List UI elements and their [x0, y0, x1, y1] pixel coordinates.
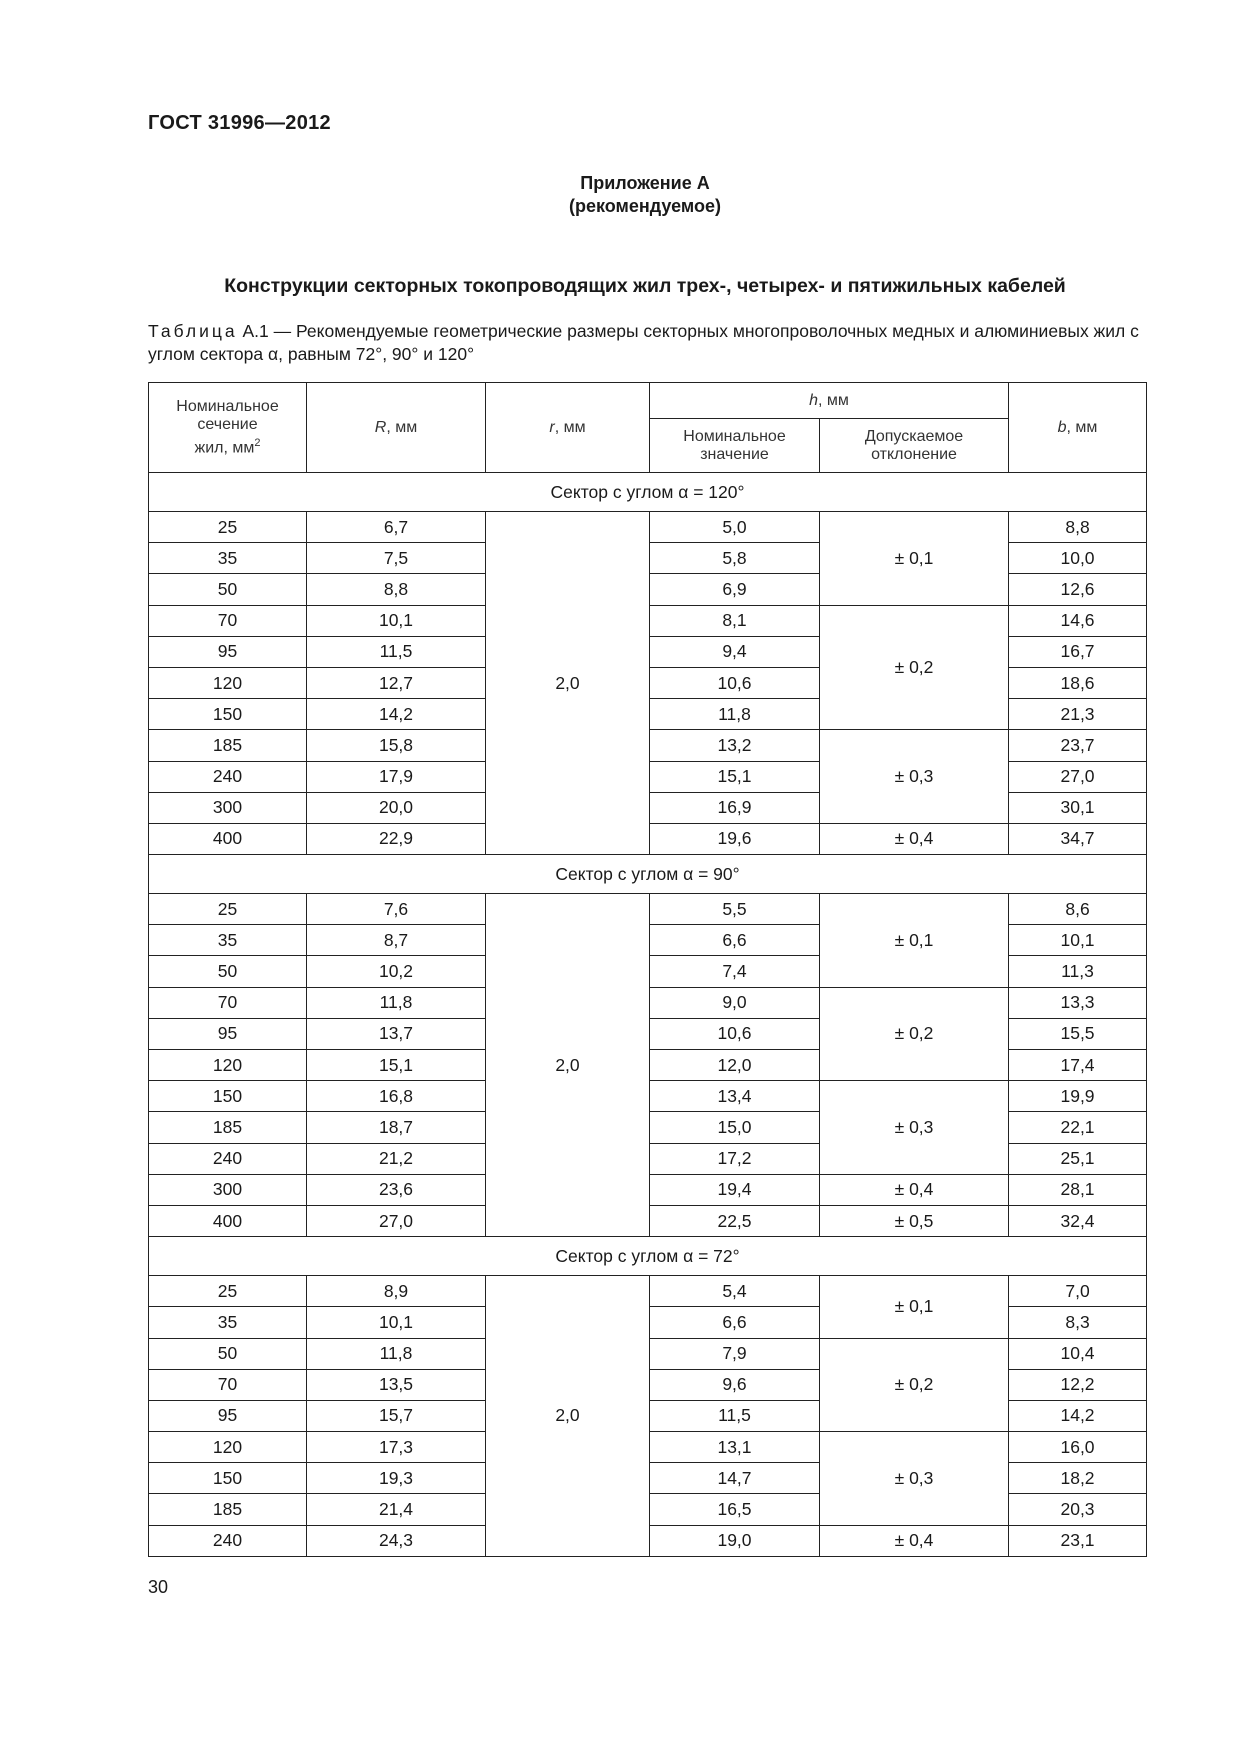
cell-r: 2,0 [486, 894, 650, 1237]
cell-R: 11,8 [307, 1338, 486, 1369]
cell-h-nominal: 7,9 [650, 1338, 820, 1369]
cell-section: 185 [149, 1494, 307, 1525]
col-header-h-nominal-line2: значение [700, 445, 769, 463]
table-row [149, 894, 1147, 925]
cell-h-nominal: 8,1 [650, 605, 820, 636]
cell-section: 240 [149, 761, 307, 792]
cell-b: 23,7 [1009, 730, 1147, 761]
cell-R: 16,8 [307, 1081, 486, 1112]
cell-R: 8,8 [307, 574, 486, 605]
cell-R: 11,5 [307, 636, 486, 667]
cell-b: 16,0 [1009, 1432, 1147, 1463]
cell-b: 10,4 [1009, 1338, 1147, 1369]
appendix-status: (рекомендуемое) [569, 196, 721, 216]
cell-h-nominal: 15,1 [650, 761, 820, 792]
cell-R: 22,9 [307, 823, 486, 854]
col-header-R: R, мм [307, 383, 486, 473]
caption-text: — Рекомендуемые геометрические размеры секторных многопроволочных медных и алюминиевых жил с углом сектора α, равным 72°, 90° и 120° [148, 321, 1139, 364]
cell-section: 70 [149, 605, 307, 636]
cell-b: 23,1 [1009, 1525, 1147, 1556]
cell-R: 24,3 [307, 1525, 486, 1556]
cell-h-nominal: 19,0 [650, 1525, 820, 1556]
cell-h-tolerance: ± 0,4 [820, 1525, 1009, 1556]
cell-R: 6,7 [307, 512, 486, 543]
cell-b: 25,1 [1009, 1143, 1147, 1174]
sector-row [149, 1237, 1147, 1276]
cell-section: 300 [149, 792, 307, 823]
appendix-title: Приложение А [580, 173, 710, 193]
col-header-section-line3 [149, 434, 306, 457]
cell-h-tolerance: ± 0,1 [820, 894, 1009, 988]
cell-h-nominal: 9,6 [650, 1369, 820, 1400]
cell-R: 17,9 [307, 761, 486, 792]
cell-b: 10,0 [1009, 543, 1147, 574]
cell-section: 120 [149, 667, 307, 698]
sector-title: Сектор с углом α = 72° [149, 1237, 1147, 1276]
cell-R: 8,9 [307, 1276, 486, 1307]
cell-R: 13,5 [307, 1369, 486, 1400]
cell-h-tolerance: ± 0,2 [820, 605, 1009, 730]
col-header-section-unit: жил, мм [194, 439, 255, 457]
cell-h-nominal: 9,4 [650, 636, 820, 667]
cell-h-nominal: 12,0 [650, 1050, 820, 1081]
cell-section: 120 [149, 1432, 307, 1463]
cell-section: 25 [149, 512, 307, 543]
cell-b: 14,6 [1009, 605, 1147, 636]
cell-h-nominal: 13,1 [650, 1432, 820, 1463]
cell-h-nominal: 11,8 [650, 699, 820, 730]
col-header-h-nominal-line1: Номинальное [683, 427, 786, 445]
cell-h-nominal: 10,6 [650, 667, 820, 698]
cell-h-nominal: 9,0 [650, 987, 820, 1018]
cell-h-tolerance: ± 0,4 [820, 823, 1009, 854]
cell-R: 15,1 [307, 1050, 486, 1081]
col-header-h-tolerance-line1: Допускаемое [864, 427, 964, 445]
cell-R: 21,2 [307, 1143, 486, 1174]
cell-section: 95 [149, 1400, 307, 1431]
cell-h-tolerance: ± 0,3 [820, 730, 1009, 824]
cell-h-nominal: 13,4 [650, 1081, 820, 1112]
cell-section: 300 [149, 1174, 307, 1205]
cell-R: 10,1 [307, 1307, 486, 1338]
col-header-section [149, 383, 307, 473]
page-number: 30 [148, 1577, 169, 1597]
col-header-h-tolerance-line2: отклонение [871, 445, 957, 463]
cell-R: 10,1 [307, 605, 486, 636]
cell-b: 18,2 [1009, 1463, 1147, 1494]
cell-section: 400 [149, 823, 307, 854]
cell-b: 27,0 [1009, 761, 1147, 792]
cell-b: 8,8 [1009, 512, 1147, 543]
cell-b: 19,9 [1009, 1081, 1147, 1112]
cell-b: 21,3 [1009, 699, 1147, 730]
cell-section: 70 [149, 1369, 307, 1400]
cell-section: 25 [149, 1276, 307, 1307]
cell-R: 18,7 [307, 1112, 486, 1143]
col-header-h: h, мм [650, 383, 1009, 419]
cell-h-nominal: 14,7 [650, 1463, 820, 1494]
cell-h-nominal: 6,9 [650, 574, 820, 605]
cell-section: 95 [149, 1018, 307, 1049]
cell-r: 2,0 [486, 512, 650, 855]
cell-b: 28,1 [1009, 1174, 1147, 1205]
cell-h-nominal: 16,9 [650, 792, 820, 823]
cell-b: 18,6 [1009, 667, 1147, 698]
dimensions-table [148, 382, 1147, 1557]
col-header-section-sup: 2 [254, 436, 261, 449]
cell-section: 35 [149, 1307, 307, 1338]
cell-section: 35 [149, 543, 307, 574]
cell-h-tolerance: ± 0,1 [820, 512, 1009, 606]
cell-R: 21,4 [307, 1494, 486, 1525]
cell-section: 25 [149, 894, 307, 925]
cell-b: 12,2 [1009, 1369, 1147, 1400]
cell-h-nominal: 6,6 [650, 1307, 820, 1338]
cell-section: 95 [149, 636, 307, 667]
caption-number: А.1 [242, 321, 269, 341]
cell-section: 240 [149, 1143, 307, 1174]
cell-h-nominal: 10,6 [650, 1018, 820, 1049]
table-row [149, 1276, 1147, 1307]
cell-b: 30,1 [1009, 792, 1147, 823]
cell-b: 13,3 [1009, 987, 1147, 1018]
cell-section: 50 [149, 956, 307, 987]
cell-R: 13,7 [307, 1018, 486, 1049]
cell-R: 10,2 [307, 956, 486, 987]
table-caption [148, 320, 1158, 366]
appendix-heading [0, 172, 1241, 218]
cell-h-tolerance: ± 0,2 [820, 1338, 1009, 1432]
cell-b: 16,7 [1009, 636, 1147, 667]
cell-h-nominal: 11,5 [650, 1400, 820, 1431]
cell-section: 35 [149, 925, 307, 956]
sector-title: Сектор с углом α = 120° [149, 473, 1147, 512]
cell-h-tolerance: ± 0,2 [820, 987, 1009, 1081]
cell-h-nominal: 5,4 [650, 1276, 820, 1307]
col-header-h-tolerance [820, 419, 1009, 473]
col-header-b: b, мм [1009, 383, 1147, 473]
cell-b: 20,3 [1009, 1494, 1147, 1525]
cell-h-nominal: 15,0 [650, 1112, 820, 1143]
cell-section: 70 [149, 987, 307, 1018]
cell-b: 7,0 [1009, 1276, 1147, 1307]
cell-R: 19,3 [307, 1463, 486, 1494]
cell-h-tolerance: ± 0,4 [820, 1174, 1009, 1205]
cell-h-nominal: 19,6 [650, 823, 820, 854]
section-title: Конструкции секторных токопроводящих жил трех-, четырех- и пятижильных кабелей [224, 275, 1066, 297]
cell-h-tolerance: ± 0,3 [820, 1081, 1009, 1175]
cell-section: 120 [149, 1050, 307, 1081]
cell-h-tolerance: ± 0,1 [820, 1276, 1009, 1338]
cell-h-nominal: 16,5 [650, 1494, 820, 1525]
cell-h-nominal: 19,4 [650, 1174, 820, 1205]
cell-R: 11,8 [307, 987, 486, 1018]
cell-section: 185 [149, 1112, 307, 1143]
cell-h-nominal: 17,2 [650, 1143, 820, 1174]
cell-r: 2,0 [486, 1276, 650, 1557]
table-row [149, 512, 1147, 543]
col-header-section-line2: сечение [197, 415, 258, 433]
cell-R: 8,7 [307, 925, 486, 956]
cell-section: 400 [149, 1205, 307, 1236]
caption-label: Таблица [148, 321, 238, 341]
cell-section: 50 [149, 574, 307, 605]
cell-h-nominal: 5,8 [650, 543, 820, 574]
cell-R: 7,6 [307, 894, 486, 925]
cell-b: 15,5 [1009, 1018, 1147, 1049]
cell-R: 20,0 [307, 792, 486, 823]
cell-h-nominal: 22,5 [650, 1205, 820, 1236]
cell-section: 185 [149, 730, 307, 761]
cell-b: 11,3 [1009, 956, 1147, 987]
cell-h-nominal: 7,4 [650, 956, 820, 987]
cell-b: 8,6 [1009, 894, 1147, 925]
cell-R: 12,7 [307, 667, 486, 698]
cell-section: 240 [149, 1525, 307, 1556]
cell-b: 12,6 [1009, 574, 1147, 605]
col-header-r: r, мм [486, 383, 650, 473]
cell-b: 34,7 [1009, 823, 1147, 854]
cell-section: 150 [149, 1463, 307, 1494]
col-header-h-nominal [650, 419, 820, 473]
cell-b: 8,3 [1009, 1307, 1147, 1338]
cell-b: 10,1 [1009, 925, 1147, 956]
table-body [149, 473, 1147, 1557]
cell-section: 150 [149, 1081, 307, 1112]
sector-title: Сектор с углом α = 90° [149, 855, 1147, 894]
cell-b: 22,1 [1009, 1112, 1147, 1143]
cell-R: 7,5 [307, 543, 486, 574]
cell-h-tolerance: ± 0,3 [820, 1432, 1009, 1526]
cell-R: 15,7 [307, 1400, 486, 1431]
cell-section: 50 [149, 1338, 307, 1369]
cell-h-nominal: 13,2 [650, 730, 820, 761]
sector-row [149, 855, 1147, 894]
cell-h-tolerance: ± 0,5 [820, 1205, 1009, 1236]
cell-R: 17,3 [307, 1432, 486, 1463]
cell-b: 14,2 [1009, 1400, 1147, 1431]
cell-R: 15,8 [307, 730, 486, 761]
cell-h-nominal: 5,0 [650, 512, 820, 543]
cell-h-nominal: 5,5 [650, 894, 820, 925]
cell-section: 150 [149, 699, 307, 730]
col-header-section-line1: Номинальное [176, 397, 279, 415]
cell-h-nominal: 6,6 [650, 925, 820, 956]
cell-R: 27,0 [307, 1205, 486, 1236]
cell-b: 17,4 [1009, 1050, 1147, 1081]
cell-b: 32,4 [1009, 1205, 1147, 1236]
sector-row [149, 473, 1147, 512]
cell-R: 23,6 [307, 1174, 486, 1205]
cell-R: 14,2 [307, 699, 486, 730]
standard-code: ГОСТ 31996—2012 [148, 112, 331, 134]
